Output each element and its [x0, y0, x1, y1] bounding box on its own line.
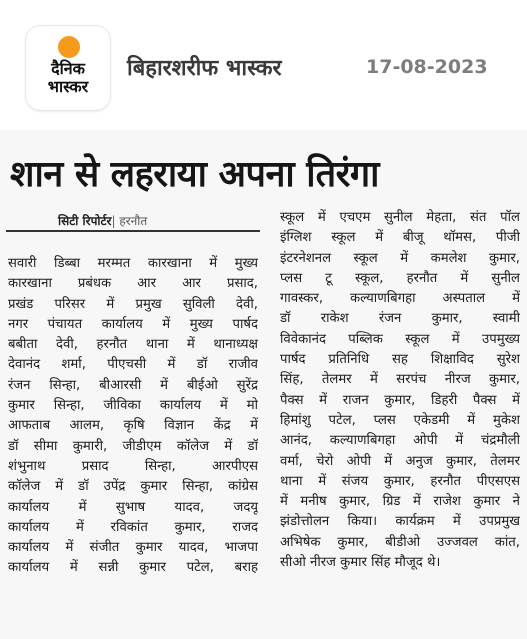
text-line: पार्षद प्रतिनिधि सह शिक्षाविद सुरेश: [280, 352, 520, 368]
text-line: डॉ राकेश रंजन कुमार, स्वामी: [280, 311, 520, 327]
byline: [58, 212, 147, 229]
text-line: आफताब आलम, कृषि विज्ञान केंद्र में: [8, 418, 258, 434]
text-line: डॉ सीमा कुमारी, जीडीएम कॉलेज में डॉ: [8, 438, 258, 454]
text-line: वर्मा, चेरो ओपी में अनुज कुमार, तेलमर: [280, 453, 520, 469]
right-column: [280, 208, 520, 573]
text-line: सीओ नीरज कुमार सिंह मौजूद थे।: [280, 555, 441, 571]
text-line: थाना में संजय कुमार, हरनौत पीएसएस: [280, 473, 520, 489]
text-line: विवेकानंद पब्लिक स्कूल में उपमुख्य: [280, 331, 520, 347]
text-line: कार्यालय में रविकांत कुमार, राजद: [8, 519, 258, 535]
text-line: इंग्लिश स्कूल में बीजू थॉमस, पीजी: [280, 230, 520, 246]
news-clipping: [0, 130, 527, 639]
text-line: कार्यालय में संजीत कुमार यादव, भाजपा: [8, 540, 258, 556]
text-line: कारखाना प्रबंधक आर आर प्रसाद,: [8, 276, 258, 292]
text-line: सिंह, तेलमर में सरपंच नीरज कुमार,: [280, 372, 520, 388]
sun-icon: [58, 36, 80, 58]
text-line: हिमांशु पटेल, प्लस एकेडमी में मुकेश: [280, 412, 520, 428]
text-line: पैक्स में राजन कुमार, डिहरी पैक्स में: [280, 392, 520, 408]
edition-date: 17-08-2023: [366, 56, 488, 78]
text-line: स्कूल में एचएम सुनील मेहता, संत पॉल: [280, 210, 520, 225]
text-line: कॉलेज में डॉ उपेंद्र कुमार सिन्हा, कांग्रेस: [8, 479, 258, 495]
clipping-header: [0, 0, 527, 130]
headline: शान से लहराया अपना तिरंगा: [10, 153, 379, 195]
text-line: बबीता देवी, हरनौत थाना में थानाध्यक्ष: [8, 337, 258, 353]
text-line: गावस्कर, कल्याणबिगहा अस्पताल में: [280, 291, 520, 307]
text-line: झंडोत्तोलन किया। कार्यक्रम में उपप्रमुख: [280, 514, 520, 530]
text-line: कुमार सिन्हा, जीविका कार्यालय में मो: [8, 398, 258, 414]
text-line: सवारी डिब्बा मरम्मत कारखाना में मुख्य: [8, 256, 258, 271]
text-line: प्रखंड परिसर में प्रमुख सुविली देवी,: [8, 296, 258, 312]
logo-text-line1: दैनिक: [51, 59, 85, 78]
byline-reporter: सिटी रिपोर्टर: [58, 214, 112, 228]
logo-text-line2: भास्कर: [47, 77, 89, 96]
text-line: प्लस टू स्कूल, हरनौत में सुनील: [280, 270, 520, 286]
text-line: रंजन सिन्हा, बीआरसी में बीईओ सुरेंद्र: [8, 377, 258, 393]
byline-location: हरनौत: [119, 214, 148, 228]
byline-divider: [6, 230, 260, 232]
left-column: [8, 254, 258, 579]
edition-name: बिहारशरीफ भास्कर: [127, 56, 282, 81]
byline-separator: |: [111, 214, 116, 228]
text-line: इंटरनेशनल स्कूल में कमलेश कुमार,: [280, 250, 520, 266]
text-line: नगर पंचायत कार्यालय में मुख्य पार्षद: [8, 316, 258, 332]
dainik-bhaskar-logo: [26, 26, 110, 110]
text-line: शंभुनाथ प्रसाद सिन्हा, आरपीएस: [8, 458, 258, 474]
text-line: में मनीष कुमार, ग्रिड में राजेश कुमार ने: [280, 494, 520, 510]
text-line: अभिषेक कुमार, बीडीओ उज्जवल कांत,: [280, 534, 520, 550]
text-line: आनंद, कल्याणबिगहा ओपी में चंद्रमौली: [280, 433, 520, 449]
text-line: देवानंद शर्मा, पीएचसी में डॉ राजीव: [8, 357, 258, 373]
text-line: कार्यालय में सन्नी कुमार पटेल, बराह: [8, 560, 258, 576]
text-line: कार्यालय में सुभाष यादव, जदयू: [8, 499, 258, 515]
